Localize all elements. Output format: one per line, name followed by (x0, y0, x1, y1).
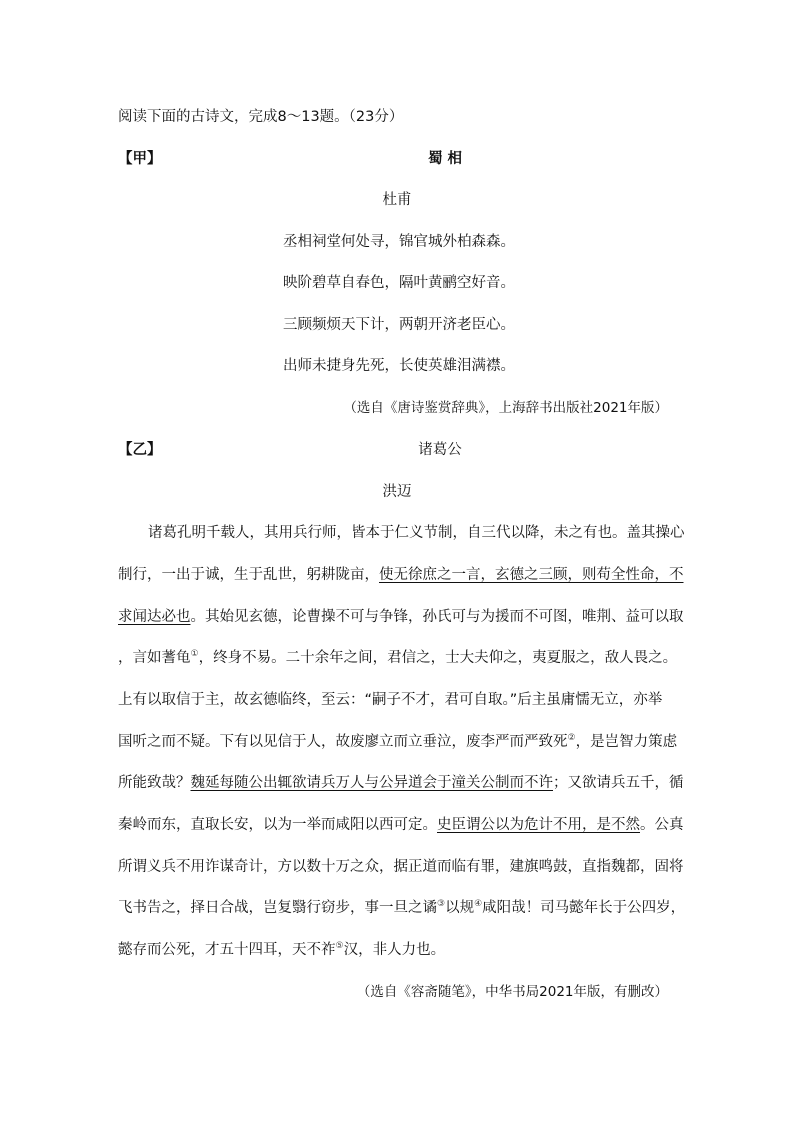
poem-text-3: 三顾频烦天下计，两朝开济老臣心。 (283, 317, 515, 333)
note-3-marker: ③ (437, 899, 446, 910)
jia-source: （选自《唐诗鉴赏辞典》，上海辞书出版社2021年版） (343, 400, 668, 416)
prose-text-8b: 。公真 (640, 817, 684, 833)
prose-text-9: 所谓义兵不用诈谋奇计，方以数十万之众，据正道而临有罪，建旗鸣鼓，直指魏都，固将 (118, 859, 684, 875)
poem-line-2 (0, 272, 794, 294)
yi-source: （选自《容斋随笔》，中华书局2021年版，有删改） (356, 984, 668, 1000)
jia-author: 杜甫 (382, 192, 412, 208)
prose-text-11b: 汉，非人力也。 (343, 942, 446, 958)
yi-author-line (0, 481, 794, 503)
poem-line-4 (0, 355, 794, 377)
prose-text-8a: 秦岭而东，直取长安，以为一举而咸阳以西可定。 (118, 817, 437, 833)
yi-title: 诸葛公 (418, 442, 462, 458)
intro-line (0, 106, 794, 128)
yi-source-line (0, 981, 794, 1003)
jia-source-line (0, 397, 794, 419)
jia-author-line (0, 189, 794, 211)
note-1-marker: ① (190, 649, 199, 660)
prose-text-10c: 咸阳哉！司马懿年长于公四岁， (482, 900, 686, 916)
underlined-sentence-1b: 求闻达必也 (118, 609, 191, 625)
jia-tag: 【甲】 (118, 151, 162, 167)
prose-text-5: 上有以取信于主，故玄德临终，至云：“嗣子不才，君可自取。”后主虽庸懦无立，亦举 (118, 692, 663, 708)
prose-line-11 (0, 939, 794, 961)
prose-line-10 (0, 897, 794, 919)
prose-text-10a: 飞书告之，择日合战，岂复翳行窃步，事一旦之谲 (118, 900, 437, 916)
prose-line-5 (0, 689, 794, 711)
underlined-sentence-1a: 使无徐庶之一言，玄德之三顾，则苟全性命，不 (379, 567, 684, 583)
poem-line-1 (0, 231, 794, 253)
prose-text-7a: 所能致哉？ (118, 775, 191, 791)
prose-line-6 (0, 731, 794, 753)
prose-text-4b: ，终身不易。二十余年之间，君信之，士大夫仰之，夷夏服之，敌人畏之。 (198, 650, 678, 666)
jia-title: 蜀 相 (427, 151, 463, 167)
note-4-marker: ④ (474, 899, 483, 910)
underlined-sentence-3: 史臣谓公以为危计不用，是不然 (437, 817, 640, 833)
prose-text-3: 。其始见玄德，论曹操不可与争锋，孙氏可与为援而不可图，唯荆、益可以取 (190, 609, 684, 625)
yi-author: 洪迈 (382, 484, 412, 500)
prose-text-2a: 制行，一出于诚，生于乱世，躬耕陇亩， (118, 567, 379, 583)
prose-line-8 (0, 814, 794, 836)
poem-line-3 (0, 314, 794, 336)
prose-text-1: 诸葛孔明千载人，其用兵行师，皆本于仁义节制，自三代以降，未之有也。盖其操心 (148, 525, 685, 541)
yi-header (0, 439, 794, 461)
prose-line-1 (0, 522, 794, 544)
prose-text-6a: 国听之而不疑。下有以见信于人，故废廖立而立垂泣，废李严而严致死 (118, 734, 568, 750)
prose-text-10b: 以规 (445, 900, 475, 916)
poem-text-1: 丞相祠堂何处寻，锦官城外柏森森。 (283, 234, 515, 250)
note-5-marker: ⑤ (335, 941, 344, 952)
prose-text-4a: ，言如蓍龟 (118, 650, 191, 666)
prose-text-6b: ，是岂智力策虑 (575, 734, 678, 750)
intro-text: 阅读下面的古诗文，完成8～13题。（23分） (118, 109, 404, 125)
yi-tag: 【乙】 (118, 442, 162, 458)
note-2-marker: ② (567, 733, 576, 744)
prose-line-7 (0, 772, 794, 794)
poem-text-4: 出师未捷身先死，长使英雄泪满襟。 (283, 358, 515, 374)
prose-text-7b: ；又欲请兵五千，循 (553, 775, 684, 791)
underlined-sentence-2: 魏延每随公出辄欲请兵万人与公异道会于潼关公制而不许 (190, 775, 553, 791)
prose-line-4 (0, 647, 794, 669)
jia-header (0, 148, 794, 170)
prose-line-2 (0, 564, 794, 586)
prose-text-11a: 懿存而公死，才五十四耳，天不祚 (118, 942, 336, 958)
prose-line-9 (0, 856, 794, 878)
poem-text-2: 映阶碧草自春色，隔叶黄鹂空好音。 (283, 275, 515, 291)
prose-line-3 (0, 606, 794, 628)
